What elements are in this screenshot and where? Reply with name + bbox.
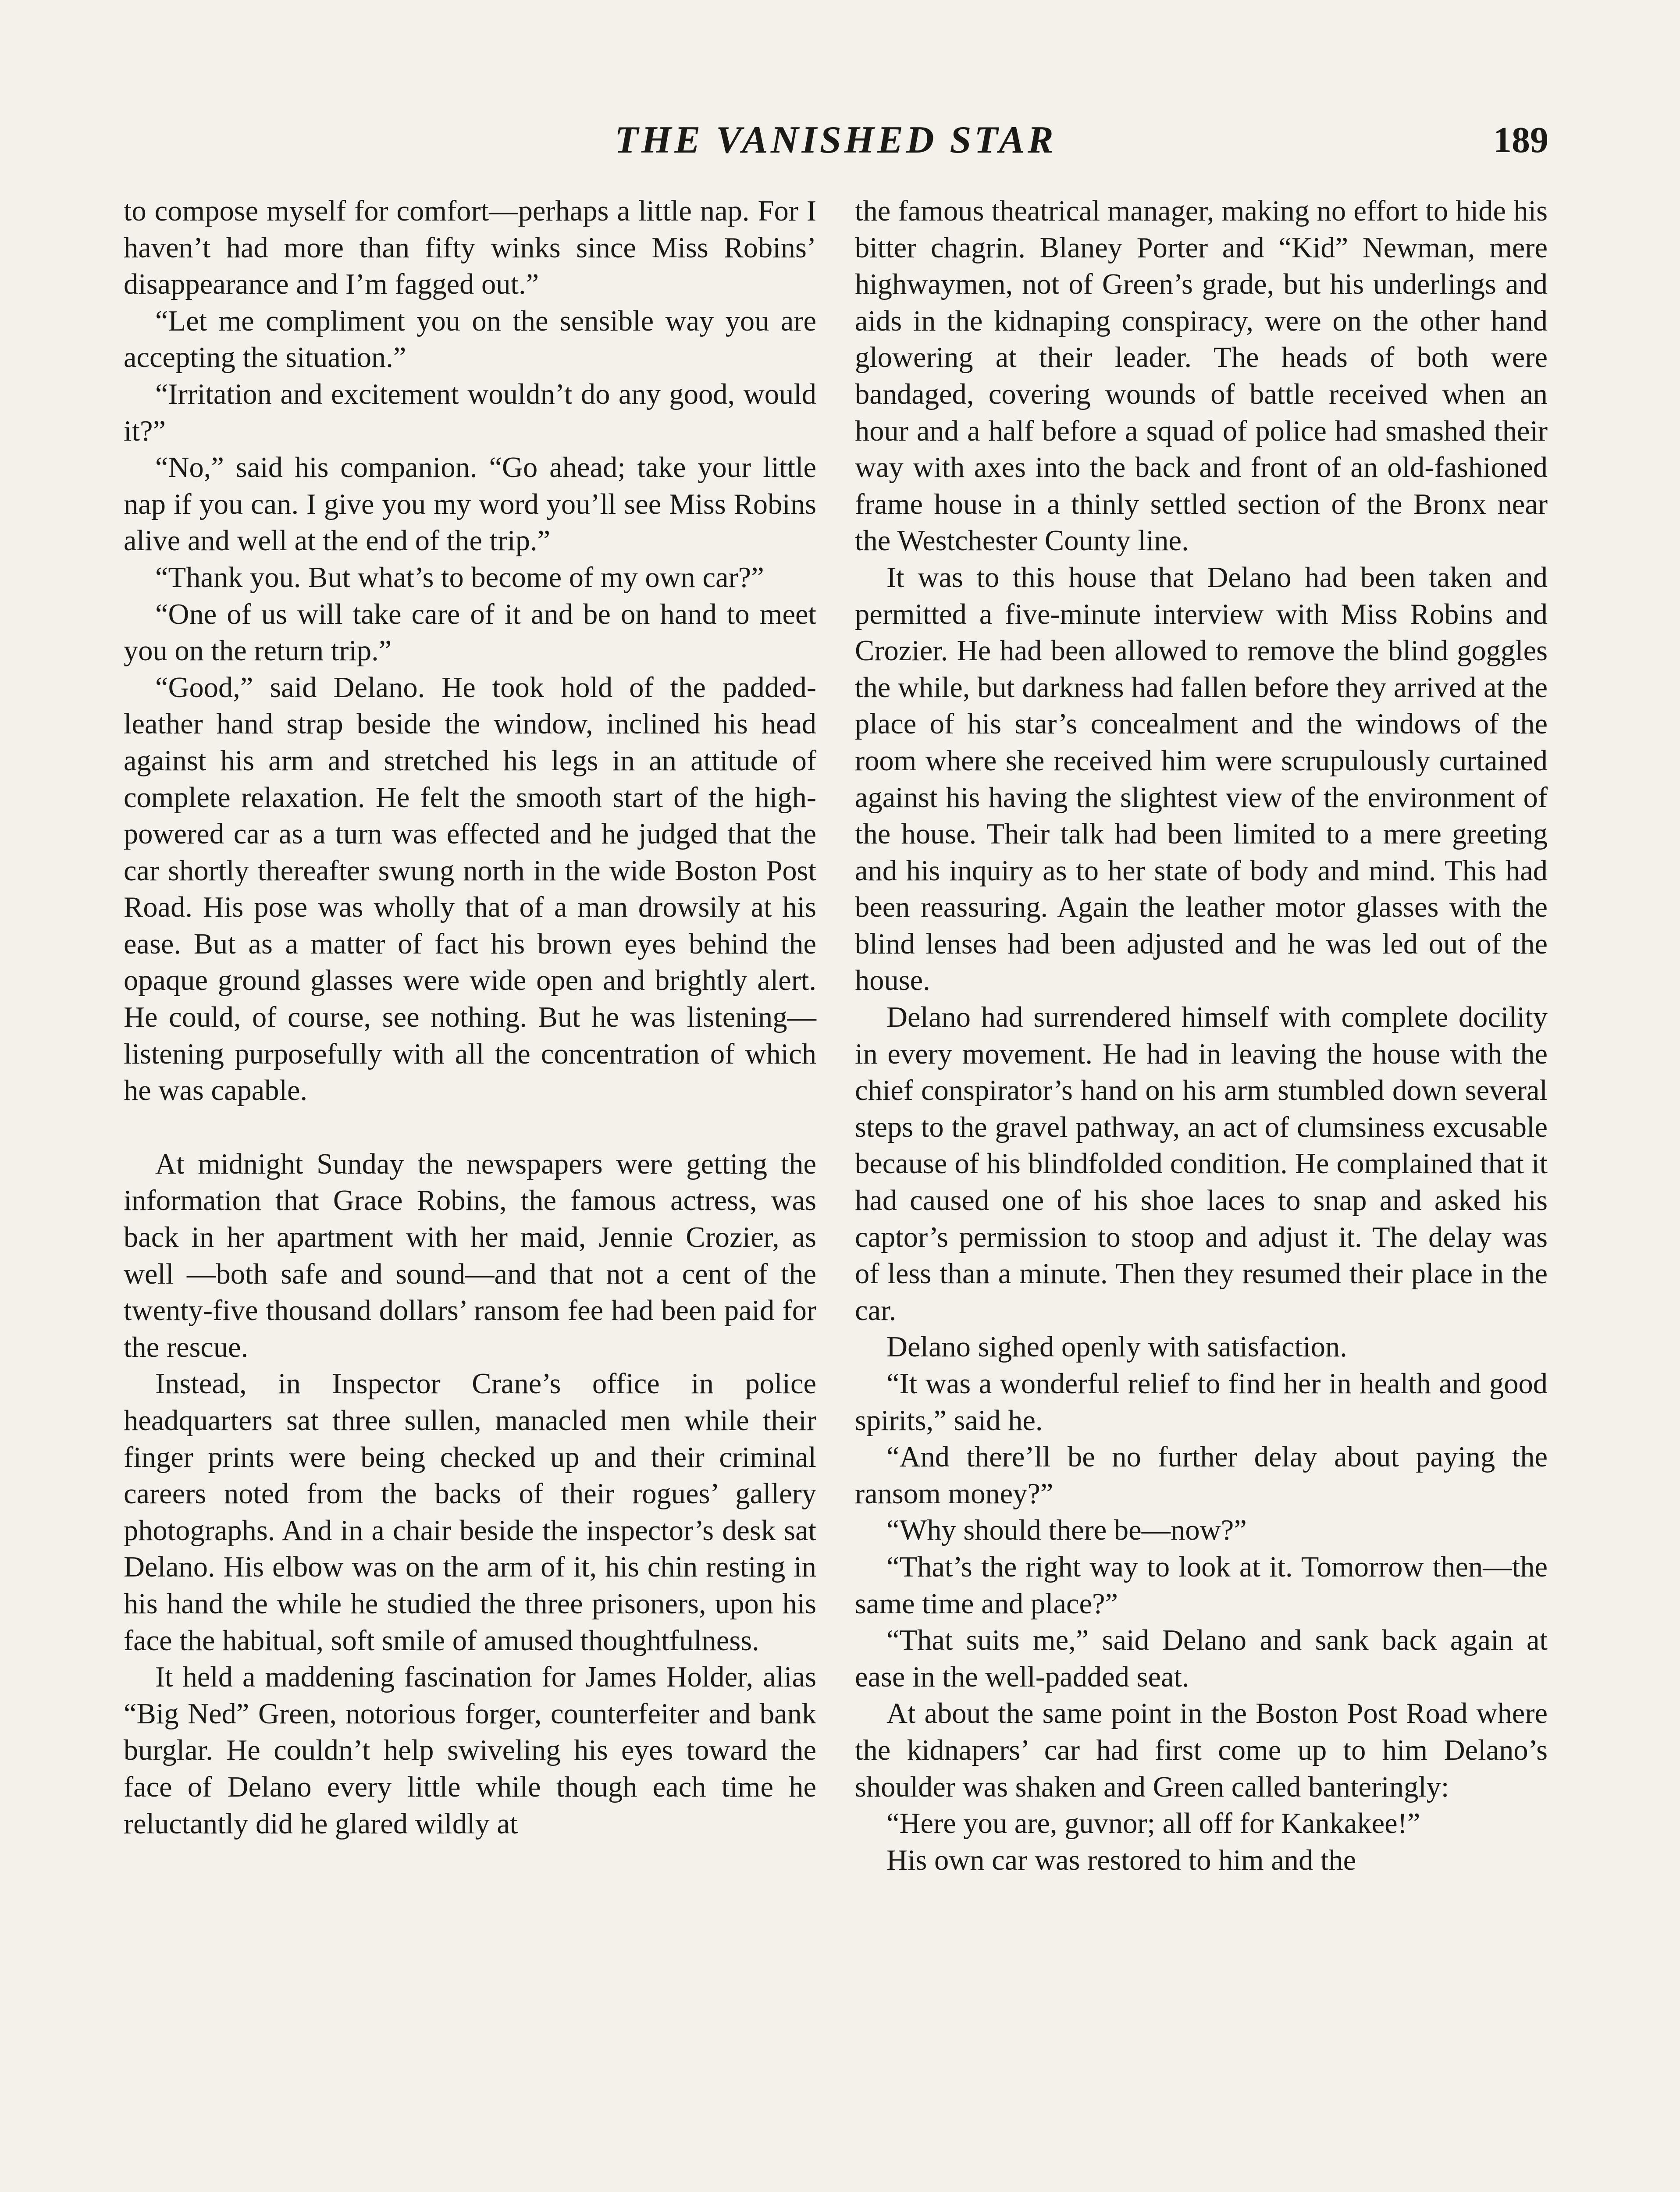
paragraph: At midnight Sunday the newspapers were getting the information that Grace Robins, the famous actress, was back in her apartment with her maid, Jennie Crozier, as well —both safe and sound—and that not a cent of the twenty-five thousand dollars’ ransom fee had been paid for the rescue. — [124, 1148, 816, 1363]
paragraph: Delano had surrendered himself with complete docility in every movement. He had in leaving the house with the chief conspirator’s hand on his arm stumbled down several steps to the gravel pathway, an act of clumsiness excusable because of his blindfolded condition. He complained that it had caused one of his shoe laces to snap and asked his captor’s permission to stoop and adjust it. The delay was of less than a minute. Then they resumed their place in the car. — [855, 1001, 1548, 1327]
paragraph: Instead, in Inspector Crane’s office in police headquarters sat three sullen, manacled men while their finger prints were being checked up and their criminal careers noted from the backs of their rogues’ gallery photographs. And in a chair beside the inspector’s desk sat Delano. His elbow was on the arm of it, his chin resting in his hand the while he studied the three prisoners, upon his face the habitual, soft smile of amused thoughtfulness. — [124, 1368, 816, 1657]
right-text-column — [855, 193, 1548, 1879]
paragraph: “Here you are, guvnor; all off for Kankakee!” — [886, 1808, 1420, 1840]
paragraph: “One of us will take care of it and be on hand to meet you on the return trip.” — [124, 598, 816, 667]
paragraph: “No,” said his companion. “Go ahead; take your little nap if you can. I give you my word you’ll see Miss Robins alive and well at the end of the trip.” — [124, 452, 816, 557]
paragraph: His own car was restored to him and the — [886, 1844, 1356, 1876]
paragraph: the famous theatrical manager, making no effort to hide his bitter chagrin. Blaney Porter and “Kid” Newman, mere highwaymen, not of Green’s grade, but his underlings and aids in the kidnaping conspiracy, were on the other hand glowering at their leader. The heads of both were bandaged, covering wounds of battle received when an hour and a half before a squad of police had smashed their way with axes into the back and front of an old-fashioned frame house in a thinly settled section of the Bronx near the Westchester County line. — [855, 195, 1548, 557]
paragraph: “Why should there be—now?” — [886, 1514, 1247, 1547]
paragraph: “Let me compliment you on the sensible way you are accepting the situation.” — [124, 305, 816, 374]
paragraph: “It was a wonderful relief to find her in health and good spirits,” said he. — [855, 1368, 1548, 1437]
page-number: 189 — [1493, 120, 1548, 160]
paragraph: “And there’ll be no further delay about paying the ransom money?” — [855, 1441, 1548, 1510]
paragraph: “Good,” said Delano. He took hold of the padded-leather hand strap beside the window, inclined his head against his arm and stretched his legs in an attitude of complete relaxation. He felt the smooth start of the high-powered car as a turn was effected and he judged that the car shortly thereafter swung north in the wide Boston Post Road. His pose was wholly that of a man drowsily at his ease. But as a matter of fact his brown eyes behind the opaque ground glasses were wide open and brightly alert. He could, of course, see nothing. But he was listening—listening purposefully with all the concentration of which he was capable. — [124, 671, 816, 1107]
left-text-column — [124, 193, 816, 1842]
page-header — [123, 112, 1548, 169]
paragraph: It was to this house that Delano had been taken and permitted a five-minute interview with Miss Robins and Crozier. He had been allowed to remove the blind goggles the while, but darkness had fallen before they arrived at the place of his star’s concealment and the windows of the room where she received him were scrupulously curtained against his having the slightest view of the environment of the house. Their talk had been limited to a mere greeting and his inquiry as to her state of body and mind. This had been reassuring. Again the leather motor glasses with the blind lenses had been adjusted and he was led out of the house. — [855, 561, 1548, 997]
paragraph: At about the same point in the Boston Post Road where the kidnapers’ car had first come up to him Delano’s shoulder was shaken and Green called banteringly: — [855, 1697, 1548, 1803]
running-title: THE VANISHED STAR — [615, 119, 1057, 161]
paragraph: “That’s the right way to look at it. Tomorrow then—the same time and place?” — [855, 1551, 1548, 1620]
paragraph: It held a maddening fascination for James Holder, alias “Big Ned” Green, notorious forger, counterfeiter and bank burglar. He couldn’t help swiveling his eyes toward the face of Delano every little while though each time he reluctantly did he glared wildly at — [124, 1661, 816, 1840]
paragraph: “Thank you. But what’s to become of my own car?” — [155, 561, 764, 594]
paragraph: Delano sighed openly with satisfaction. — [886, 1331, 1347, 1363]
paragraph: “Irritation and excitement wouldn’t do any good, would it?” — [124, 378, 816, 447]
paragraph: “That suits me,” said Delano and sank back again at ease in the well-padded seat. — [855, 1624, 1548, 1693]
paragraph: to compose myself for comfort—perhaps a little nap. For I haven’t had more than fifty winks since Miss Robins’ disappearance and I’m fagged out.” — [124, 195, 816, 301]
